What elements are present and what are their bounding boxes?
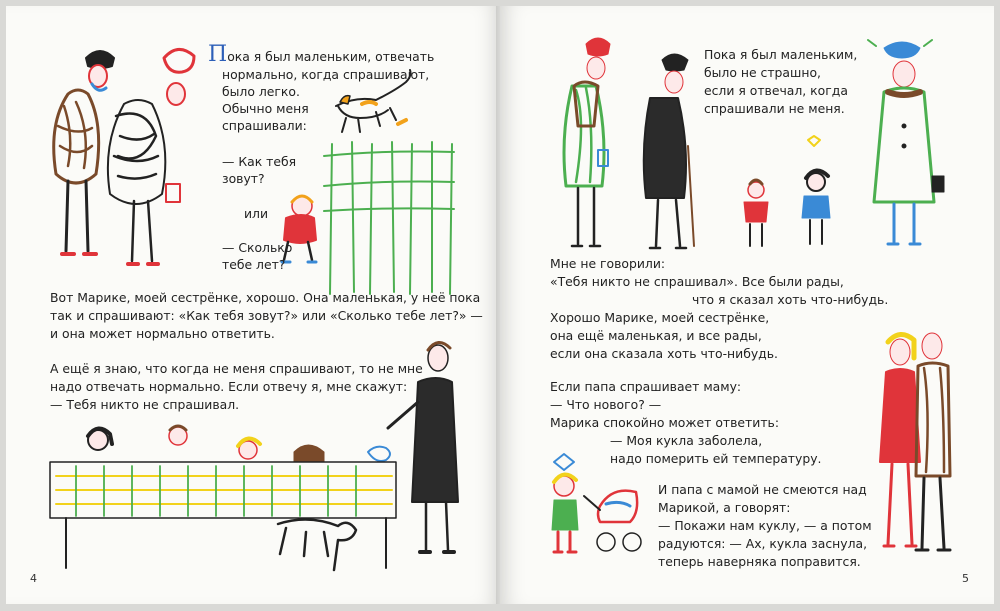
left-paragraph-1-line-1 [208,42,435,67]
left-page [6,6,500,604]
left-paragraph-1-line-5: спрашивали: [222,118,307,133]
left-paragraph-3-line-1: А ещё я знаю, что когда не меня спрашивают, то не мне [50,361,423,376]
left-paragraph-1-line-4: Обычно меня [222,101,309,116]
right-paragraph-2-line-1: Мне не говорили: [550,256,666,271]
left-paragraph-2-line-3: и она может нормально ответить. [50,326,275,341]
children-at-table-illustration [50,426,396,568]
question-1-line-1: — Как тебя [222,154,297,169]
right-paragraph-3-line-1: Хорошо Марике, моей сестрёнке, [550,310,770,325]
right-page [500,6,994,604]
question-2-line-1: — Сколько [222,240,293,255]
right-paragraph-1-line-2: было не страшно, [704,65,821,80]
left-paragraph-1-line-3: было легко. [222,84,300,99]
right-paragraph-5-line-4: радуются: — Ах, кукла заснула, [658,536,868,551]
page-number-left: 4 [30,572,37,585]
right-paragraph-5-line-3: — Покажи нам куклу, — а потом [658,518,872,533]
left-paragraph-2-line-1: Вот Марике, моей сестрёнке, хорошо. Она маленькая, у неё пока [50,290,481,305]
right-paragraph-4-line-4: — Моя кукла заболела, [610,433,763,448]
right-paragraph-5-line-2: Марикой, а говорят: [658,500,791,515]
right-paragraph-5-line-5: теперь наверняка поправится. [658,554,861,569]
dog-illustration [278,519,356,570]
left-paragraph-1-line-2: нормально, когда спрашивают, [222,67,430,82]
left-paragraph-3-line-2: надо отвечать нормально. Если отвечу я, мне скажут: [50,379,408,394]
question-1-line-2: зовут? [222,171,265,186]
cat-on-fence-illustration [324,70,454,294]
left-paragraph-1-line-1-text: ока я был маленьким, отвечать [227,49,435,64]
right-paragraph-3-line-3: если она сказала хоть что-нибудь. [550,346,778,361]
right-paragraph-5-line-1: И папа с мамой не смеются над [658,482,867,497]
right-paragraph-3-line-2: она ещё маленькая, и все рады, [550,328,762,343]
or-text: или [244,206,269,221]
right-paragraph-4-line-5: надо померить ей температуру. [610,451,822,466]
right-paragraph-4-line-2: — Что нового? — [550,397,662,412]
left-paragraph-2-line-2: так и спрашивают: «Как тебя зовут?» или «Сколько тебе лет?» — [50,308,483,323]
right-paragraph-1-line-3: если я отвечал, когда [704,83,848,98]
right-paragraph-2-line-3: что я сказал хоть что-нибудь. [692,292,889,307]
adults-pair-illustration [54,49,194,264]
couple-illustration [880,333,950,550]
right-paragraph-4-line-1: Если папа спрашивает маму: [550,379,742,394]
left-paragraph-3-line-3: — Тебя никто не спрашивал. [50,397,240,412]
drop-cap: П [208,42,228,67]
girl-with-pram-illustration [552,454,641,552]
right-paragraph-4-line-3: Марика спокойно может ответить: [550,415,780,430]
right-paragraph-2-line-2: «Тебя никто не спрашивал». Все были рады, [550,274,844,289]
page-number-right: 5 [962,572,969,585]
right-paragraph-1-line-1: Пока я был маленьким, [704,47,858,62]
question-2-line-2: тебе лет? [222,257,286,272]
right-paragraph-1-line-4: спрашивали не меня. [704,101,845,116]
